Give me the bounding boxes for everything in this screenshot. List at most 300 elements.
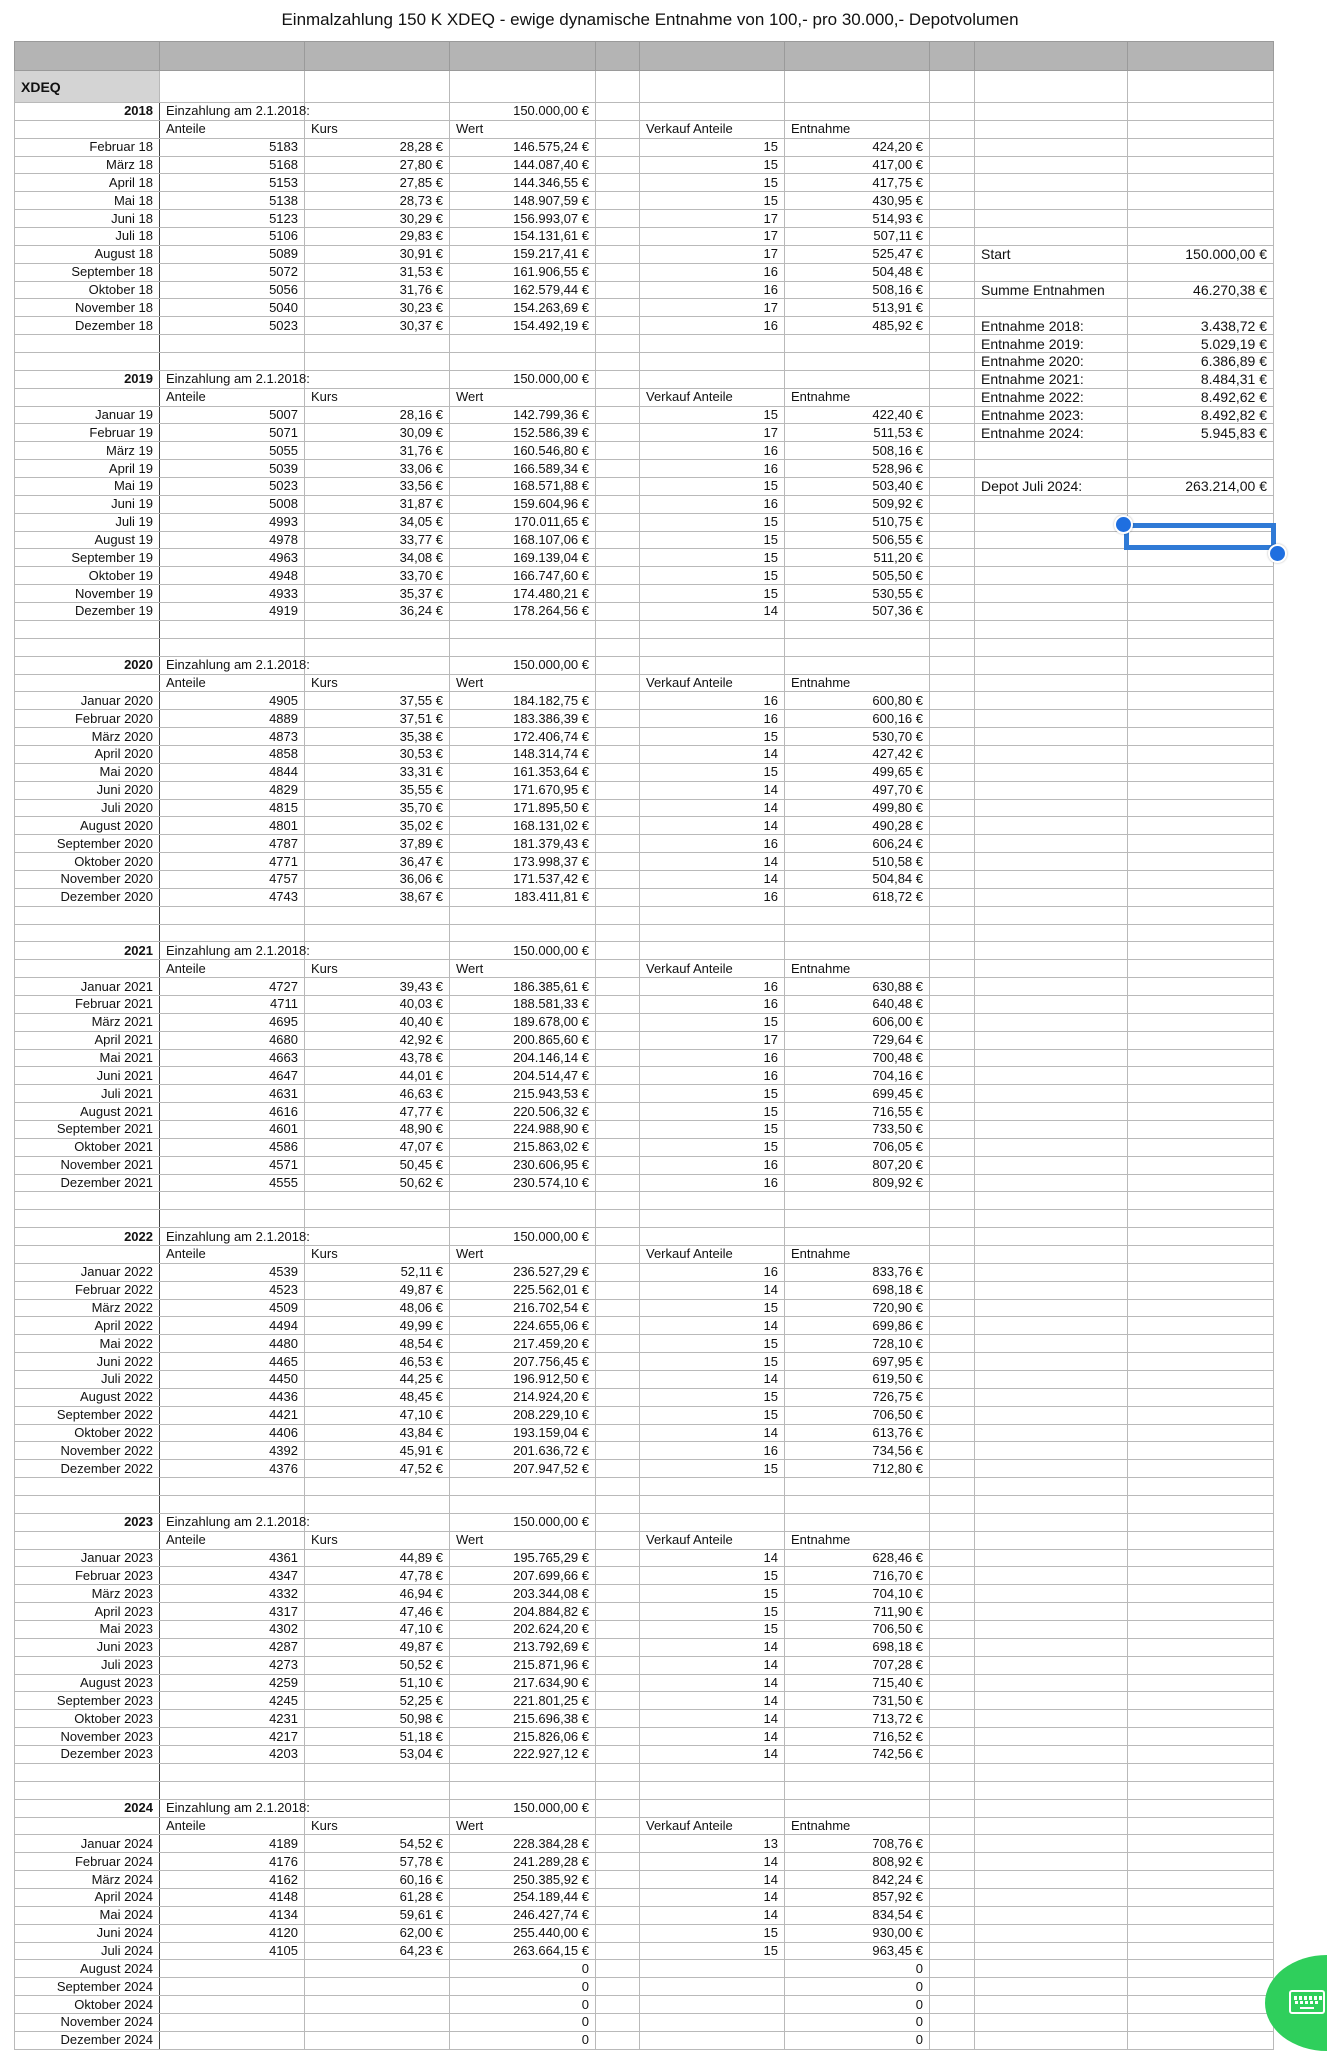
anteile-cell[interactable]: 5071 — [160, 424, 305, 442]
kurs-cell[interactable] — [305, 1996, 450, 2014]
cell[interactable] — [596, 1442, 640, 1460]
cell[interactable] — [596, 1603, 640, 1621]
kurs-cell[interactable]: 48,54 € — [305, 1335, 450, 1353]
cell[interactable] — [596, 2013, 640, 2031]
cell[interactable] — [596, 799, 640, 817]
anteile-cell[interactable]: 4436 — [160, 1388, 305, 1406]
month-label[interactable]: August 2024 — [15, 1960, 160, 1978]
cell[interactable] — [1128, 603, 1274, 621]
col-header-verkauf[interactable]: Verkauf Anteile — [640, 1246, 785, 1264]
cell[interactable] — [15, 1192, 160, 1210]
cell[interactable] — [1128, 638, 1274, 656]
cell[interactable] — [975, 495, 1128, 513]
cell[interactable] — [975, 1317, 1128, 1335]
verkauf-cell[interactable]: 14 — [640, 1871, 785, 1889]
cell[interactable] — [596, 335, 640, 353]
cell[interactable] — [1128, 1174, 1274, 1192]
cell[interactable] — [930, 692, 975, 710]
cell[interactable] — [930, 1835, 975, 1853]
cell[interactable] — [930, 1817, 975, 1835]
kurs-cell[interactable]: 46,94 € — [305, 1585, 450, 1603]
cell[interactable] — [975, 1156, 1128, 1174]
cell[interactable] — [930, 1388, 975, 1406]
wert-cell[interactable]: 204.146,14 € — [450, 1049, 596, 1067]
cell[interactable] — [596, 138, 640, 156]
cell[interactable] — [930, 1263, 975, 1281]
cell[interactable] — [930, 853, 975, 871]
verkauf-cell[interactable]: 15 — [640, 513, 785, 531]
cell[interactable] — [596, 1388, 640, 1406]
cell[interactable] — [1128, 1388, 1274, 1406]
kurs-cell[interactable] — [305, 2031, 450, 2049]
cell[interactable] — [975, 1585, 1128, 1603]
cell[interactable] — [1128, 1478, 1274, 1496]
entnahme-cell[interactable]: 807,20 € — [785, 1156, 930, 1174]
month-label[interactable]: Januar 2020 — [15, 692, 160, 710]
cell[interactable] — [1128, 1871, 1274, 1889]
cell[interactable] — [930, 1567, 975, 1585]
month-label[interactable]: September 2023 — [15, 1692, 160, 1710]
kurs-cell[interactable]: 44,89 € — [305, 1549, 450, 1567]
anteile-cell[interactable]: 5123 — [160, 210, 305, 228]
entnahme-cell[interactable]: 613,76 € — [785, 1424, 930, 1442]
summary-label[interactable]: Depot Juli 2024: — [975, 478, 1128, 496]
cell[interactable] — [1128, 710, 1274, 728]
kurs-cell[interactable]: 48,06 € — [305, 1299, 450, 1317]
anteile-cell[interactable]: 4361 — [160, 1549, 305, 1567]
cell[interactable] — [975, 603, 1128, 621]
cell[interactable] — [1128, 1192, 1274, 1210]
anteile-cell[interactable]: 4421 — [160, 1406, 305, 1424]
entnahme-cell[interactable]: 729,64 € — [785, 1031, 930, 1049]
anteile-cell[interactable]: 4680 — [160, 1031, 305, 1049]
cell[interactable] — [1128, 1317, 1274, 1335]
cell[interactable] — [596, 1103, 640, 1121]
wert-cell[interactable]: 0 — [450, 2013, 596, 2031]
cell[interactable] — [785, 620, 930, 638]
entnahme-cell[interactable]: 0 — [785, 1978, 930, 1996]
cell[interactable] — [305, 353, 450, 371]
cell[interactable] — [1128, 263, 1274, 281]
col-header-anteile[interactable]: Anteile — [160, 674, 305, 692]
wert-cell[interactable]: 236.527,29 € — [450, 1263, 596, 1281]
kurs-cell[interactable]: 47,10 € — [305, 1621, 450, 1639]
cell[interactable] — [596, 460, 640, 478]
wert-cell[interactable]: 196.912,50 € — [450, 1371, 596, 1389]
cell[interactable] — [1128, 1763, 1274, 1781]
wert-cell[interactable]: 168.571,88 € — [450, 478, 596, 496]
verkauf-cell[interactable]: 14 — [640, 1656, 785, 1674]
anteile-cell[interactable]: 4555 — [160, 1174, 305, 1192]
cell[interactable] — [640, 1228, 785, 1246]
cell[interactable] — [1128, 1120, 1274, 1138]
cell[interactable] — [1128, 120, 1274, 138]
wert-cell[interactable]: 215.696,38 € — [450, 1710, 596, 1728]
cell[interactable] — [975, 1513, 1128, 1531]
cell[interactable] — [15, 388, 160, 406]
verkauf-cell[interactable]: 17 — [640, 299, 785, 317]
cell[interactable] — [975, 1674, 1128, 1692]
year-label[interactable]: 2018 — [15, 103, 160, 121]
cell[interactable] — [930, 1728, 975, 1746]
wert-cell[interactable]: 241.289,28 € — [450, 1853, 596, 1871]
verkauf-cell[interactable]: 15 — [640, 585, 785, 603]
entnahme-cell[interactable]: 430,95 € — [785, 192, 930, 210]
wert-cell[interactable]: 221.801,25 € — [450, 1692, 596, 1710]
month-label[interactable]: Januar 2022 — [15, 1263, 160, 1281]
cell[interactable] — [975, 1103, 1128, 1121]
cell[interactable] — [160, 353, 305, 371]
entnahme-cell[interactable]: 510,58 € — [785, 853, 930, 871]
col-header-wert[interactable]: Wert — [450, 674, 596, 692]
cell[interactable] — [1128, 1781, 1274, 1799]
wert-cell[interactable]: 217.459,20 € — [450, 1335, 596, 1353]
cell[interactable] — [596, 531, 640, 549]
cell[interactable] — [640, 942, 785, 960]
cell[interactable] — [930, 317, 975, 335]
cell[interactable] — [596, 585, 640, 603]
kurs-cell[interactable]: 47,52 € — [305, 1460, 450, 1478]
cell[interactable] — [930, 513, 975, 531]
entnahme-cell[interactable]: 417,75 € — [785, 174, 930, 192]
entnahme-cell[interactable]: 606,00 € — [785, 1013, 930, 1031]
wert-cell[interactable]: 193.159,04 € — [450, 1424, 596, 1442]
year-label[interactable]: 2020 — [15, 656, 160, 674]
cell[interactable] — [640, 924, 785, 942]
kurs-cell[interactable]: 28,16 € — [305, 406, 450, 424]
month-label[interactable]: Juni 2023 — [15, 1638, 160, 1656]
cell[interactable] — [930, 585, 975, 603]
deposit-value[interactable]: 150.000,00 € — [450, 1799, 596, 1817]
cell[interactable] — [975, 1799, 1128, 1817]
cell[interactable] — [596, 603, 640, 621]
cell[interactable] — [596, 692, 640, 710]
cell[interactable] — [975, 1710, 1128, 1728]
summary-value[interactable]: 3.438,72 € — [1128, 317, 1274, 335]
cell[interactable] — [596, 674, 640, 692]
month-label[interactable]: November 2024 — [15, 2013, 160, 2031]
cell[interactable] — [785, 656, 930, 674]
cell[interactable] — [1128, 924, 1274, 942]
verkauf-cell[interactable]: 16 — [640, 835, 785, 853]
month-label[interactable]: Januar 2024 — [15, 1835, 160, 1853]
wert-cell[interactable]: 0 — [450, 1996, 596, 2014]
selection-handle-start[interactable] — [1114, 515, 1133, 534]
cell[interactable] — [1128, 888, 1274, 906]
kurs-cell[interactable]: 47,10 € — [305, 1406, 450, 1424]
entnahme-cell[interactable]: 808,92 € — [785, 1853, 930, 1871]
cell[interactable] — [930, 620, 975, 638]
cell[interactable] — [975, 924, 1128, 942]
month-label[interactable]: März 2023 — [15, 1585, 160, 1603]
cell[interactable] — [1128, 817, 1274, 835]
cell[interactable] — [785, 924, 930, 942]
cell[interactable] — [975, 763, 1128, 781]
wert-cell[interactable]: 254.189,44 € — [450, 1888, 596, 1906]
cell[interactable] — [1128, 906, 1274, 924]
cell[interactable] — [1128, 299, 1274, 317]
entnahme-cell[interactable]: 0 — [785, 2031, 930, 2049]
cell[interactable] — [596, 1299, 640, 1317]
verkauf-cell[interactable]: 15 — [640, 156, 785, 174]
entnahme-cell[interactable]: 742,56 € — [785, 1746, 930, 1764]
cell[interactable] — [640, 42, 785, 71]
cell[interactable] — [1128, 1138, 1274, 1156]
cell[interactable] — [15, 1531, 160, 1549]
wert-cell[interactable]: 181.379,43 € — [450, 835, 596, 853]
verkauf-cell[interactable]: 16 — [640, 263, 785, 281]
cell[interactable] — [1128, 960, 1274, 978]
cell[interactable] — [305, 1513, 450, 1531]
cell[interactable] — [596, 156, 640, 174]
kurs-cell[interactable]: 40,40 € — [305, 1013, 450, 1031]
cell[interactable] — [640, 620, 785, 638]
cell[interactable] — [975, 1603, 1128, 1621]
cell[interactable] — [596, 42, 640, 71]
cell[interactable] — [930, 1353, 975, 1371]
cell[interactable] — [930, 1888, 975, 1906]
cell[interactable] — [596, 442, 640, 460]
cell[interactable] — [596, 1692, 640, 1710]
cell[interactable] — [975, 210, 1128, 228]
cell[interactable] — [15, 960, 160, 978]
anteile-cell[interactable]: 4148 — [160, 1888, 305, 1906]
cell[interactable] — [640, 1763, 785, 1781]
cell[interactable] — [930, 1710, 975, 1728]
cell[interactable] — [1128, 1638, 1274, 1656]
cell[interactable] — [975, 2013, 1128, 2031]
verkauf-cell[interactable]: 15 — [640, 1120, 785, 1138]
cell[interactable] — [975, 888, 1128, 906]
verkauf-cell[interactable]: 16 — [640, 710, 785, 728]
anteile-cell[interactable]: 4245 — [160, 1692, 305, 1710]
cell[interactable] — [930, 1442, 975, 1460]
entnahme-cell[interactable]: 511,20 € — [785, 549, 930, 567]
wert-cell[interactable]: 142.799,36 € — [450, 406, 596, 424]
entnahme-cell[interactable]: 0 — [785, 1960, 930, 1978]
cell[interactable] — [930, 1460, 975, 1478]
month-label[interactable]: Juni 19 — [15, 495, 160, 513]
cell[interactable] — [640, 638, 785, 656]
kurs-cell[interactable]: 35,37 € — [305, 585, 450, 603]
kurs-cell[interactable]: 29,83 € — [305, 228, 450, 246]
cell[interactable] — [930, 1371, 975, 1389]
year-label[interactable]: 2021 — [15, 942, 160, 960]
entnahme-cell[interactable]: 706,50 € — [785, 1621, 930, 1639]
kurs-cell[interactable]: 53,04 € — [305, 1746, 450, 1764]
summary-label[interactable]: Summe Entnahmen — [975, 281, 1128, 299]
col-header-kurs[interactable]: Kurs — [305, 1817, 450, 1835]
month-label[interactable]: Februar 18 — [15, 138, 160, 156]
cell[interactable] — [1128, 1942, 1274, 1960]
cell[interactable] — [930, 1228, 975, 1246]
anteile-cell[interactable]: 4259 — [160, 1674, 305, 1692]
wert-cell[interactable]: 188.581,33 € — [450, 995, 596, 1013]
anteile-cell[interactable]: 4302 — [160, 1621, 305, 1639]
verkauf-cell[interactable]: 15 — [640, 1138, 785, 1156]
col-header-wert[interactable]: Wert — [450, 120, 596, 138]
entnahme-cell[interactable]: 499,65 € — [785, 763, 930, 781]
entnahme-cell[interactable]: 417,00 € — [785, 156, 930, 174]
entnahme-cell[interactable]: 698,18 € — [785, 1638, 930, 1656]
cell[interactable] — [1128, 1567, 1274, 1585]
anteile-cell[interactable]: 4376 — [160, 1460, 305, 1478]
cell[interactable] — [930, 1013, 975, 1031]
cell[interactable] — [596, 174, 640, 192]
month-label[interactable]: April 2020 — [15, 745, 160, 763]
month-label[interactable]: März 2024 — [15, 1871, 160, 1889]
wert-cell[interactable]: 222.927,12 € — [450, 1746, 596, 1764]
wert-cell[interactable]: 0 — [450, 1978, 596, 1996]
summary-label[interactable]: Entnahme 2020: — [975, 353, 1128, 371]
wert-cell[interactable]: 189.678,00 € — [450, 1013, 596, 1031]
cell[interactable] — [930, 174, 975, 192]
cell-selection[interactable] — [1124, 523, 1276, 550]
wert-cell[interactable]: 169.139,04 € — [450, 549, 596, 567]
verkauf-cell[interactable]: 15 — [640, 1335, 785, 1353]
deposit-value[interactable]: 150.000,00 € — [450, 370, 596, 388]
kurs-cell[interactable]: 51,18 € — [305, 1728, 450, 1746]
cell[interactable] — [596, 406, 640, 424]
cell[interactable] — [596, 710, 640, 728]
summary-label[interactable]: Entnahme 2023: — [975, 406, 1128, 424]
cell[interactable] — [975, 1067, 1128, 1085]
cell[interactable] — [596, 192, 640, 210]
entnahme-cell[interactable]: 600,80 € — [785, 692, 930, 710]
cell[interactable] — [596, 317, 640, 335]
cell[interactable] — [596, 888, 640, 906]
cell[interactable] — [596, 1263, 640, 1281]
cell[interactable] — [15, 674, 160, 692]
kurs-cell[interactable]: 64,23 € — [305, 1942, 450, 1960]
col-header-wert[interactable]: Wert — [450, 1531, 596, 1549]
cell[interactable] — [305, 1496, 450, 1514]
kurs-cell[interactable]: 35,55 € — [305, 781, 450, 799]
anteile-cell[interactable]: 5168 — [160, 156, 305, 174]
cell[interactable] — [1128, 1299, 1274, 1317]
anteile-cell[interactable]: 4203 — [160, 1746, 305, 1764]
col-header-kurs[interactable]: Kurs — [305, 1531, 450, 1549]
month-label[interactable]: November 18 — [15, 299, 160, 317]
kurs-cell[interactable]: 37,55 € — [305, 692, 450, 710]
summary-label[interactable]: Start — [975, 245, 1128, 263]
month-label[interactable]: März 2020 — [15, 728, 160, 746]
anteile-cell[interactable]: 4663 — [160, 1049, 305, 1067]
entnahme-cell[interactable]: 699,45 € — [785, 1085, 930, 1103]
month-label[interactable]: Oktober 18 — [15, 281, 160, 299]
cell[interactable] — [450, 335, 596, 353]
cell[interactable] — [596, 1013, 640, 1031]
cell[interactable] — [975, 1263, 1128, 1281]
kurs-cell[interactable]: 62,00 € — [305, 1924, 450, 1942]
summary-value[interactable]: 150.000,00 € — [1128, 245, 1274, 263]
month-label[interactable]: Februar 2023 — [15, 1567, 160, 1585]
kurs-cell[interactable]: 33,56 € — [305, 478, 450, 496]
entnahme-cell[interactable]: 618,72 € — [785, 888, 930, 906]
cell[interactable] — [785, 1210, 930, 1228]
month-label[interactable]: Dezember 2020 — [15, 888, 160, 906]
cell[interactable] — [160, 1210, 305, 1228]
wert-cell[interactable]: 216.702,54 € — [450, 1299, 596, 1317]
cell[interactable] — [15, 1246, 160, 1264]
verkauf-cell[interactable]: 14 — [640, 603, 785, 621]
verkauf-cell[interactable]: 15 — [640, 192, 785, 210]
deposit-value[interactable]: 150.000,00 € — [450, 942, 596, 960]
cell[interactable] — [596, 1085, 640, 1103]
cell[interactable] — [1128, 1281, 1274, 1299]
cell[interactable] — [596, 870, 640, 888]
anteile-cell[interactable]: 4287 — [160, 1638, 305, 1656]
wert-cell[interactable]: 183.386,39 € — [450, 710, 596, 728]
kurs-cell[interactable]: 30,37 € — [305, 317, 450, 335]
month-label[interactable]: August 2021 — [15, 1103, 160, 1121]
anteile-cell[interactable]: 4601 — [160, 1120, 305, 1138]
cell[interactable] — [596, 549, 640, 567]
cell[interactable] — [930, 1996, 975, 2014]
wert-cell[interactable]: 207.699,66 € — [450, 1567, 596, 1585]
cell[interactable] — [596, 1067, 640, 1085]
cell[interactable] — [450, 1781, 596, 1799]
cell[interactable] — [160, 906, 305, 924]
cell[interactable] — [930, 763, 975, 781]
cell[interactable] — [975, 870, 1128, 888]
cell[interactable] — [930, 353, 975, 371]
col-header-wert[interactable]: Wert — [450, 960, 596, 978]
cell[interactable] — [975, 638, 1128, 656]
col-header-verkauf[interactable]: Verkauf Anteile — [640, 388, 785, 406]
cell[interactable] — [596, 1799, 640, 1817]
anteile-cell[interactable]: 4162 — [160, 1871, 305, 1889]
cell[interactable] — [1128, 1656, 1274, 1674]
cell[interactable] — [1128, 1460, 1274, 1478]
wert-cell[interactable]: 166.747,60 € — [450, 567, 596, 585]
cell[interactable] — [975, 460, 1128, 478]
cell[interactable] — [975, 781, 1128, 799]
entnahme-cell[interactable]: 704,16 € — [785, 1067, 930, 1085]
kurs-cell[interactable]: 35,02 € — [305, 817, 450, 835]
cell[interactable] — [930, 2031, 975, 2049]
cell[interactable] — [975, 1531, 1128, 1549]
cell[interactable] — [930, 281, 975, 299]
cell[interactable] — [596, 1853, 640, 1871]
cell[interactable] — [596, 1478, 640, 1496]
entnahme-cell[interactable]: 712,80 € — [785, 1460, 930, 1478]
cell[interactable] — [596, 638, 640, 656]
cell[interactable] — [930, 1031, 975, 1049]
wert-cell[interactable]: 217.634,90 € — [450, 1674, 596, 1692]
cell[interactable] — [930, 1299, 975, 1317]
cell[interactable] — [785, 353, 930, 371]
entnahme-cell[interactable]: 513,91 € — [785, 299, 930, 317]
verkauf-cell[interactable] — [640, 1960, 785, 1978]
kurs-cell[interactable]: 33,31 € — [305, 763, 450, 781]
cell[interactable] — [930, 1960, 975, 1978]
cell[interactable] — [930, 210, 975, 228]
cell[interactable] — [975, 192, 1128, 210]
entnahme-cell[interactable]: 728,10 € — [785, 1335, 930, 1353]
cell[interactable] — [975, 1228, 1128, 1246]
wert-cell[interactable]: 204.884,82 € — [450, 1603, 596, 1621]
wert-cell[interactable]: 208.229,10 € — [450, 1406, 596, 1424]
cell[interactable] — [785, 1799, 930, 1817]
anteile-cell[interactable]: 5023 — [160, 317, 305, 335]
cell[interactable] — [15, 120, 160, 138]
cell[interactable] — [975, 1906, 1128, 1924]
anteile-cell[interactable]: 4509 — [160, 1299, 305, 1317]
verkauf-cell[interactable]: 15 — [640, 1603, 785, 1621]
cell[interactable] — [596, 1192, 640, 1210]
month-label[interactable]: November 19 — [15, 585, 160, 603]
